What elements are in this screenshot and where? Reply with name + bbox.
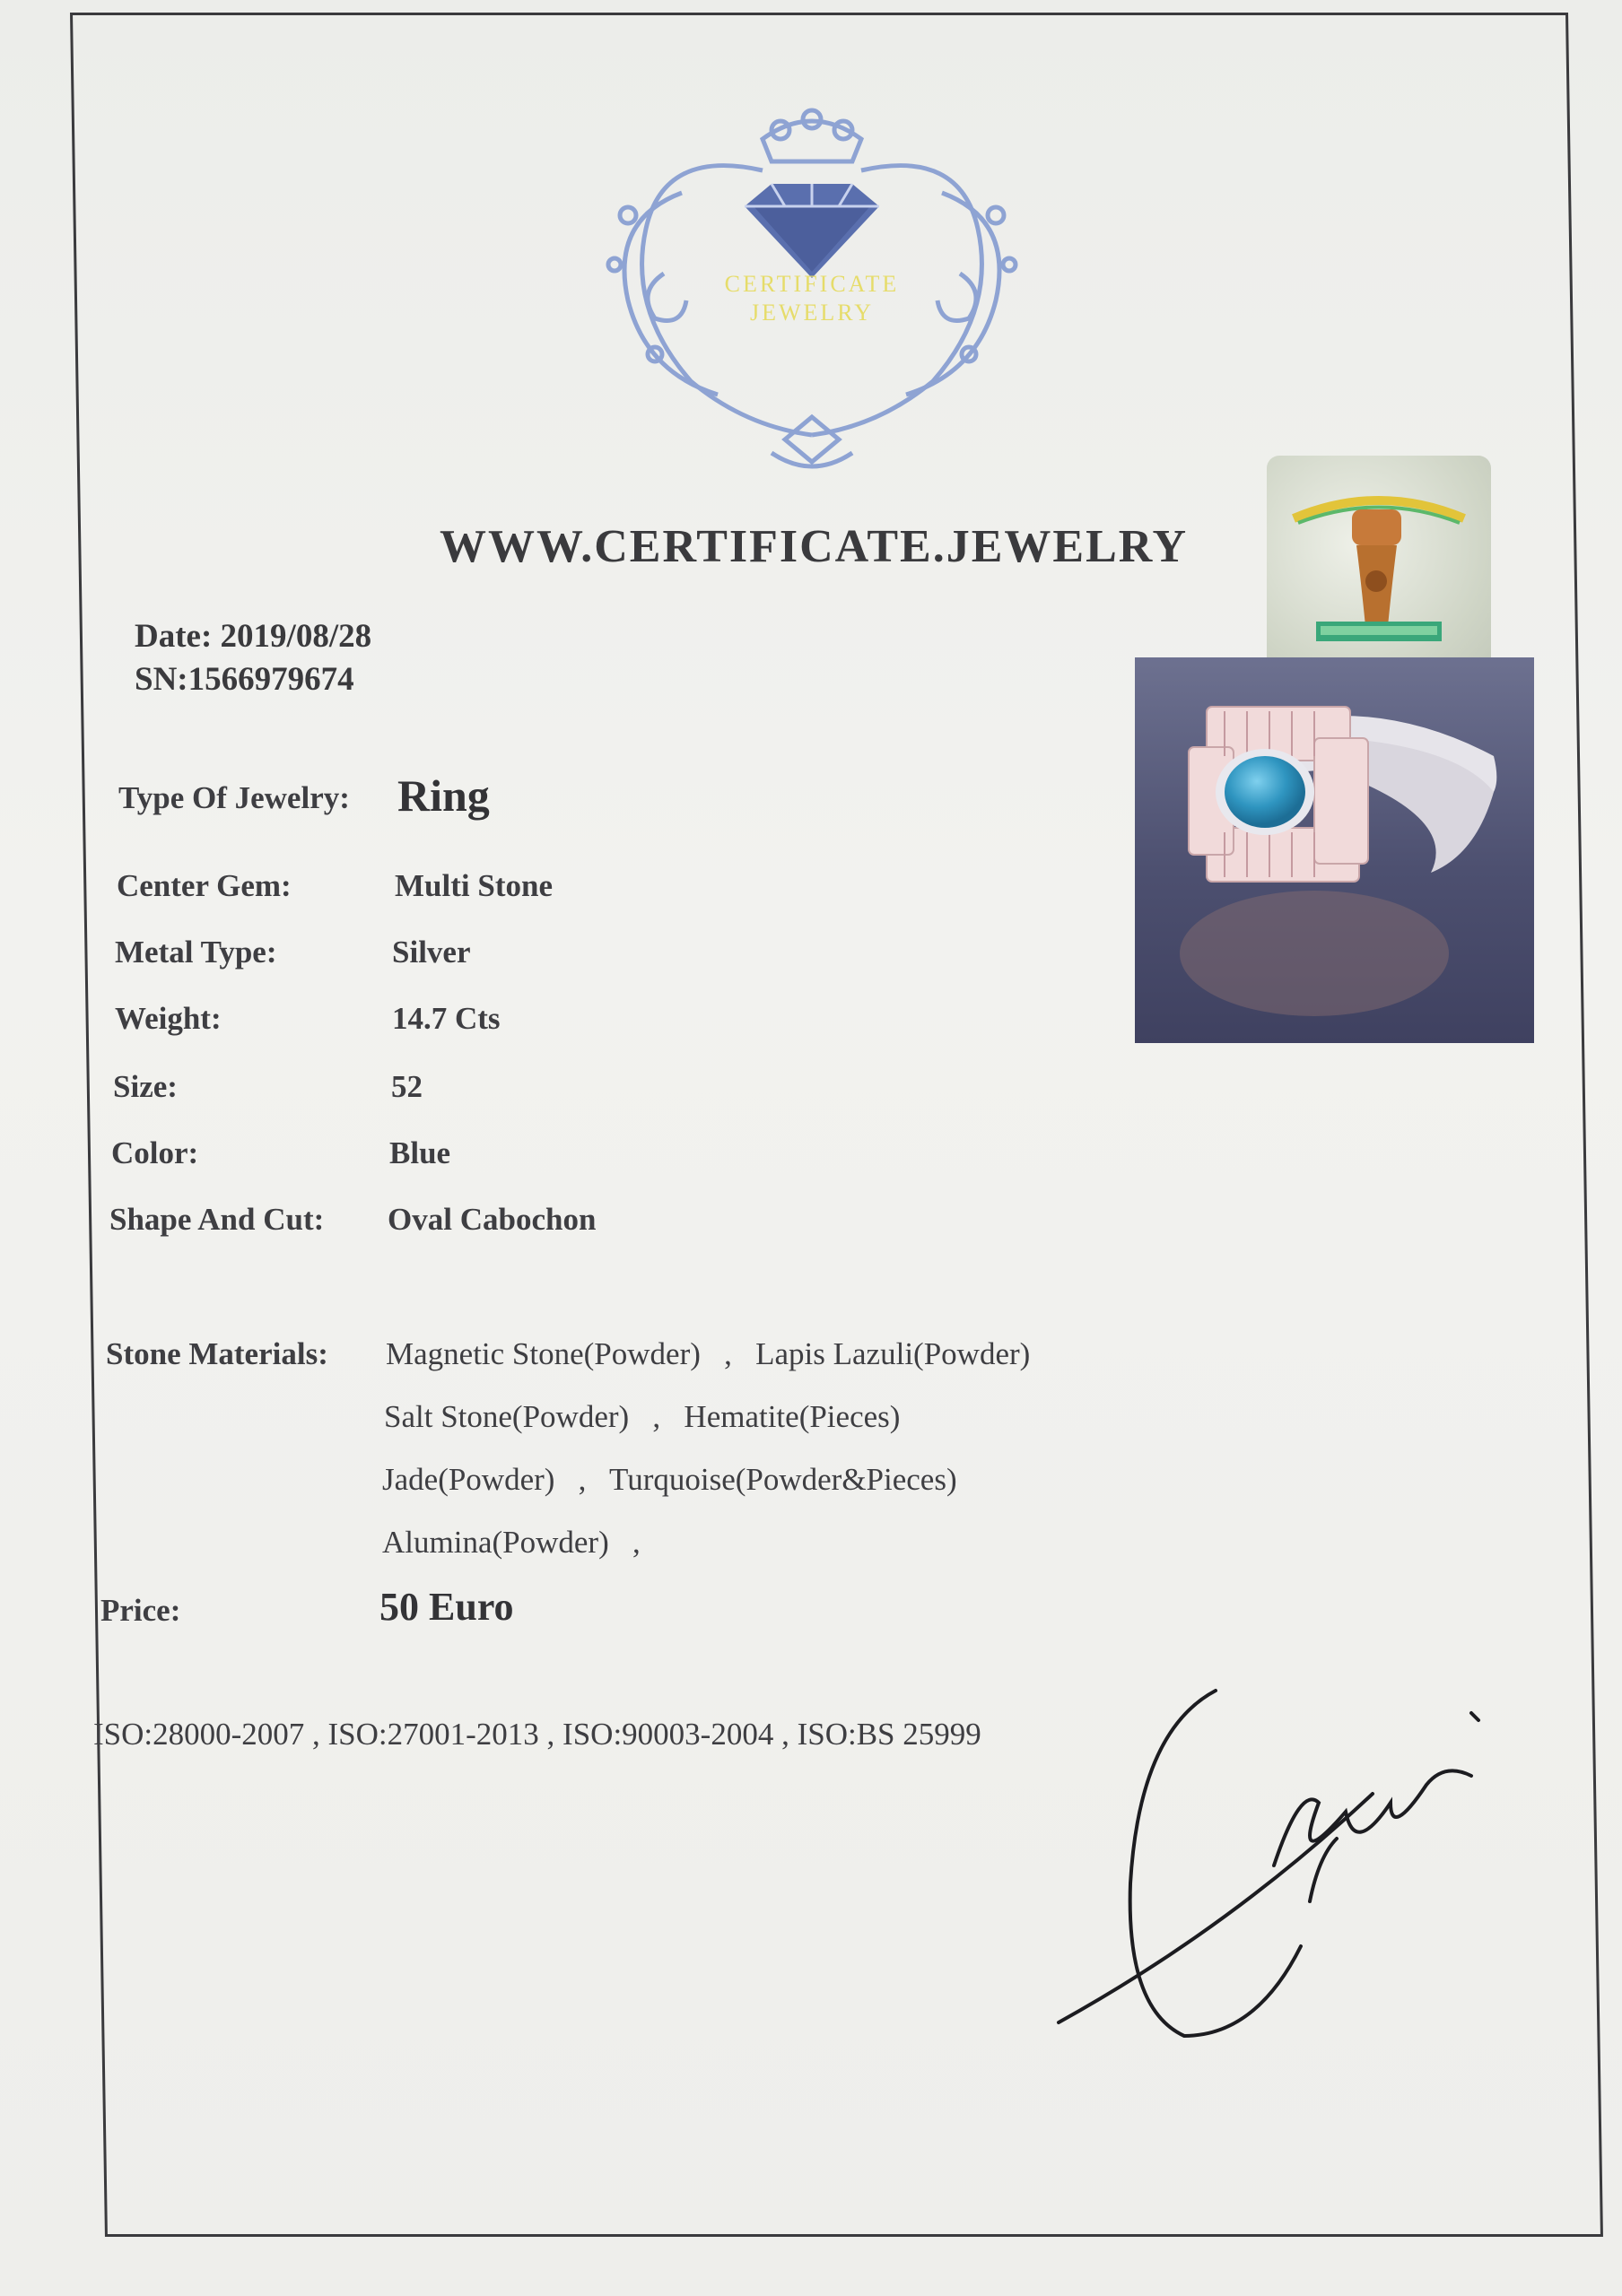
iso-standards: ISO:28000-2007 , ISO:27001-2013 , ISO:90003-2004 , ISO:BS 25999	[93, 1717, 981, 1752]
price-value: 50 Euro	[379, 1585, 514, 1629]
serial-number: SN:1566979674	[135, 661, 354, 698]
svg-text:CERTIFICATE: CERTIFICATE	[724, 271, 900, 297]
stone-materials-line: Magnetic Stone(Powder) , Lapis Lazuli(Powder)	[386, 1336, 1031, 1371]
svg-text:JEWELRY: JEWELRY	[750, 300, 874, 326]
certificate-logo	[592, 85, 1032, 471]
certificate-date: Date: 2019/08/28	[135, 618, 372, 655]
ring-photo	[1135, 657, 1534, 1043]
detail-label-metal-type: Metal Type:	[115, 935, 277, 970]
website-title: WWW.CERTIFICATE.JEWELRY	[440, 521, 1189, 572]
detail-value-size: 52	[391, 1069, 423, 1104]
detail-label-center-gem: Center Gem:	[117, 868, 292, 903]
detail-label-weight: Weight:	[115, 1001, 222, 1036]
type-value: Ring	[397, 770, 490, 821]
detail-label-size: Size:	[113, 1069, 178, 1104]
stone-materials-line: Jade(Powder) , Turquoise(Powder&Pieces)	[382, 1462, 957, 1497]
type-label: Type Of Jewelry:	[118, 780, 350, 815]
detail-value-color: Blue	[389, 1135, 451, 1170]
signature	[1050, 1677, 1516, 2045]
detail-value-center-gem: Multi Stone	[395, 868, 553, 903]
stone-materials-line: Salt Stone(Powder) , Hematite(Pieces)	[384, 1399, 901, 1434]
detail-value-weight: 14.7 Cts	[392, 1001, 501, 1036]
detail-value-shape-and-cut: Oval Cabochon	[388, 1202, 597, 1237]
detail-value-metal-type: Silver	[392, 935, 471, 970]
price-label: Price:	[100, 1593, 181, 1628]
detail-label-shape-and-cut: Shape And Cut:	[109, 1202, 325, 1237]
stone-materials-line: Alumina(Powder) ,	[382, 1525, 641, 1560]
detail-label-color: Color:	[111, 1135, 199, 1170]
stone-materials-label: Stone Materials:	[106, 1336, 328, 1371]
hologram-sticker	[1267, 456, 1491, 675]
